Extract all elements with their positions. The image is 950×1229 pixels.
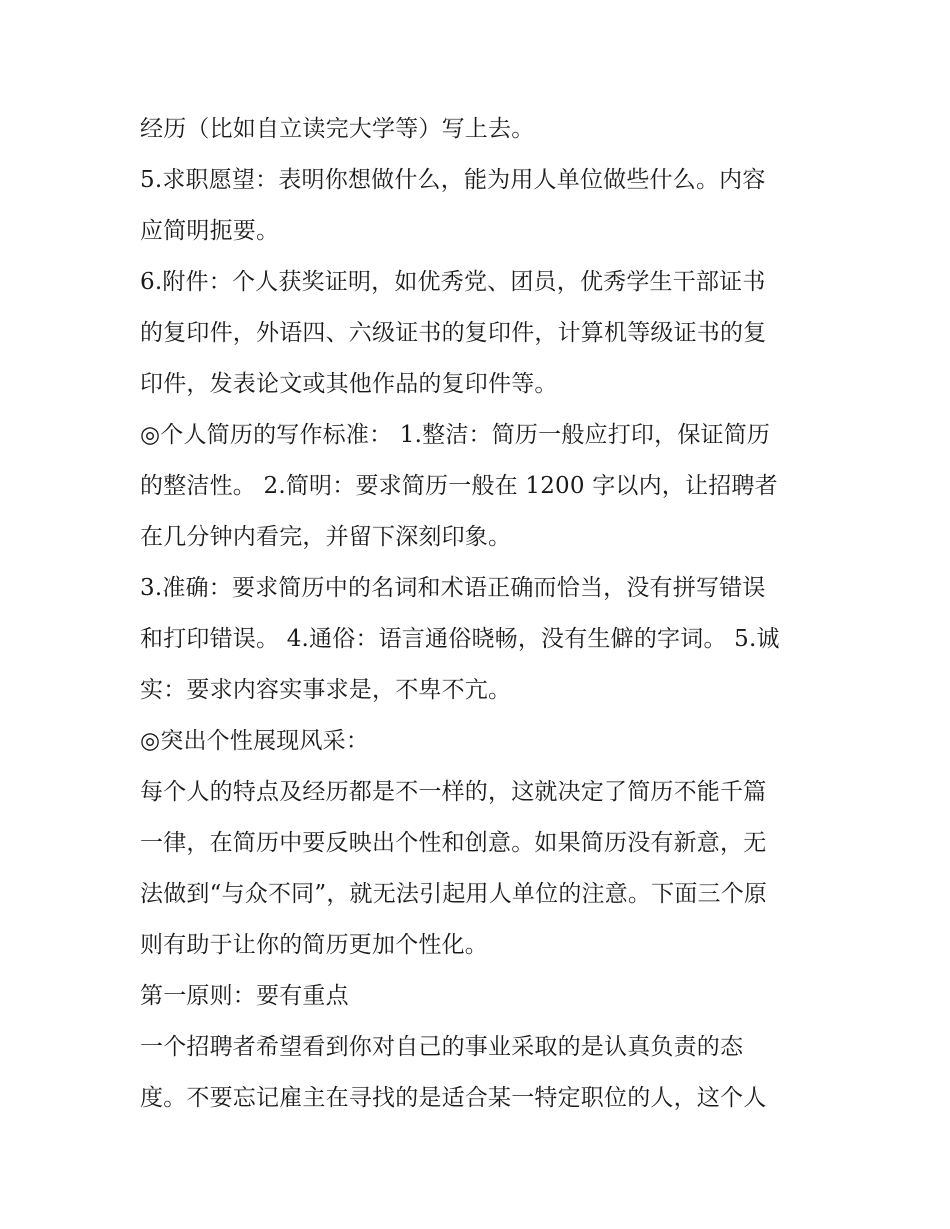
text-line: 5.求职愿望：表明你想做什么，能为用人单位做些什么。内容	[140, 167, 766, 193]
text-line: 和打印错误。 4.通俗：语言通俗晓畅，没有生僻的字词。 5.诚	[140, 626, 780, 652]
text-line: 度。不要忘记雇主在寻找的是适合某一特定职位的人，这个人	[140, 1085, 767, 1111]
text-line: 3.准确：要求简历中的名词和术语正确而恰当，没有拼写错误	[140, 575, 766, 601]
text-line: 一律，在简历中要反映出个性和创意。如果简历没有新意，无	[140, 830, 767, 856]
text-line: 一个招聘者希望看到你对自己的事业采取的是认真负责的态	[140, 1034, 744, 1060]
text-line: 每个人的特点及经历都是不一样的，这就决定了简历不能千篇	[140, 779, 767, 805]
text-line: 法做到“与众不同”，就无法引起用人单位的注意。下面三个原	[140, 881, 768, 907]
text-line: 的整洁性。 2.简明：要求简历一般在 1200 字以内，让招聘者	[140, 473, 778, 499]
text-line: 印件，发表论文或其他作品的复印件等。	[140, 371, 558, 397]
text-line: 6.附件：个人获奖证明，如优秀党、团员，优秀学生干部证书	[140, 269, 766, 295]
text-line: 实：要求内容实事求是，不卑不亢。	[140, 677, 512, 703]
text-line: ◎个人简历的写作标准： 1.整洁：简历一般应打印，保证简历	[140, 422, 771, 448]
section-heading: ◎突出个性展现风采：	[140, 728, 370, 754]
document-body	[140, 104, 820, 1124]
text-line: 则有助于让你的简历更加个性化。	[140, 932, 488, 958]
text-line: 在几分钟内看完，并留下深刻印象。	[140, 524, 512, 550]
section-heading: 第一原则：要有重点	[140, 983, 349, 1009]
text-line: 应简明扼要。	[140, 218, 280, 244]
text-line: 的复印件，外语四、六级证书的复印件，计算机等级证书的复	[140, 320, 767, 346]
text-line: 经历（比如自立读完大学等）写上去。	[140, 116, 535, 142]
